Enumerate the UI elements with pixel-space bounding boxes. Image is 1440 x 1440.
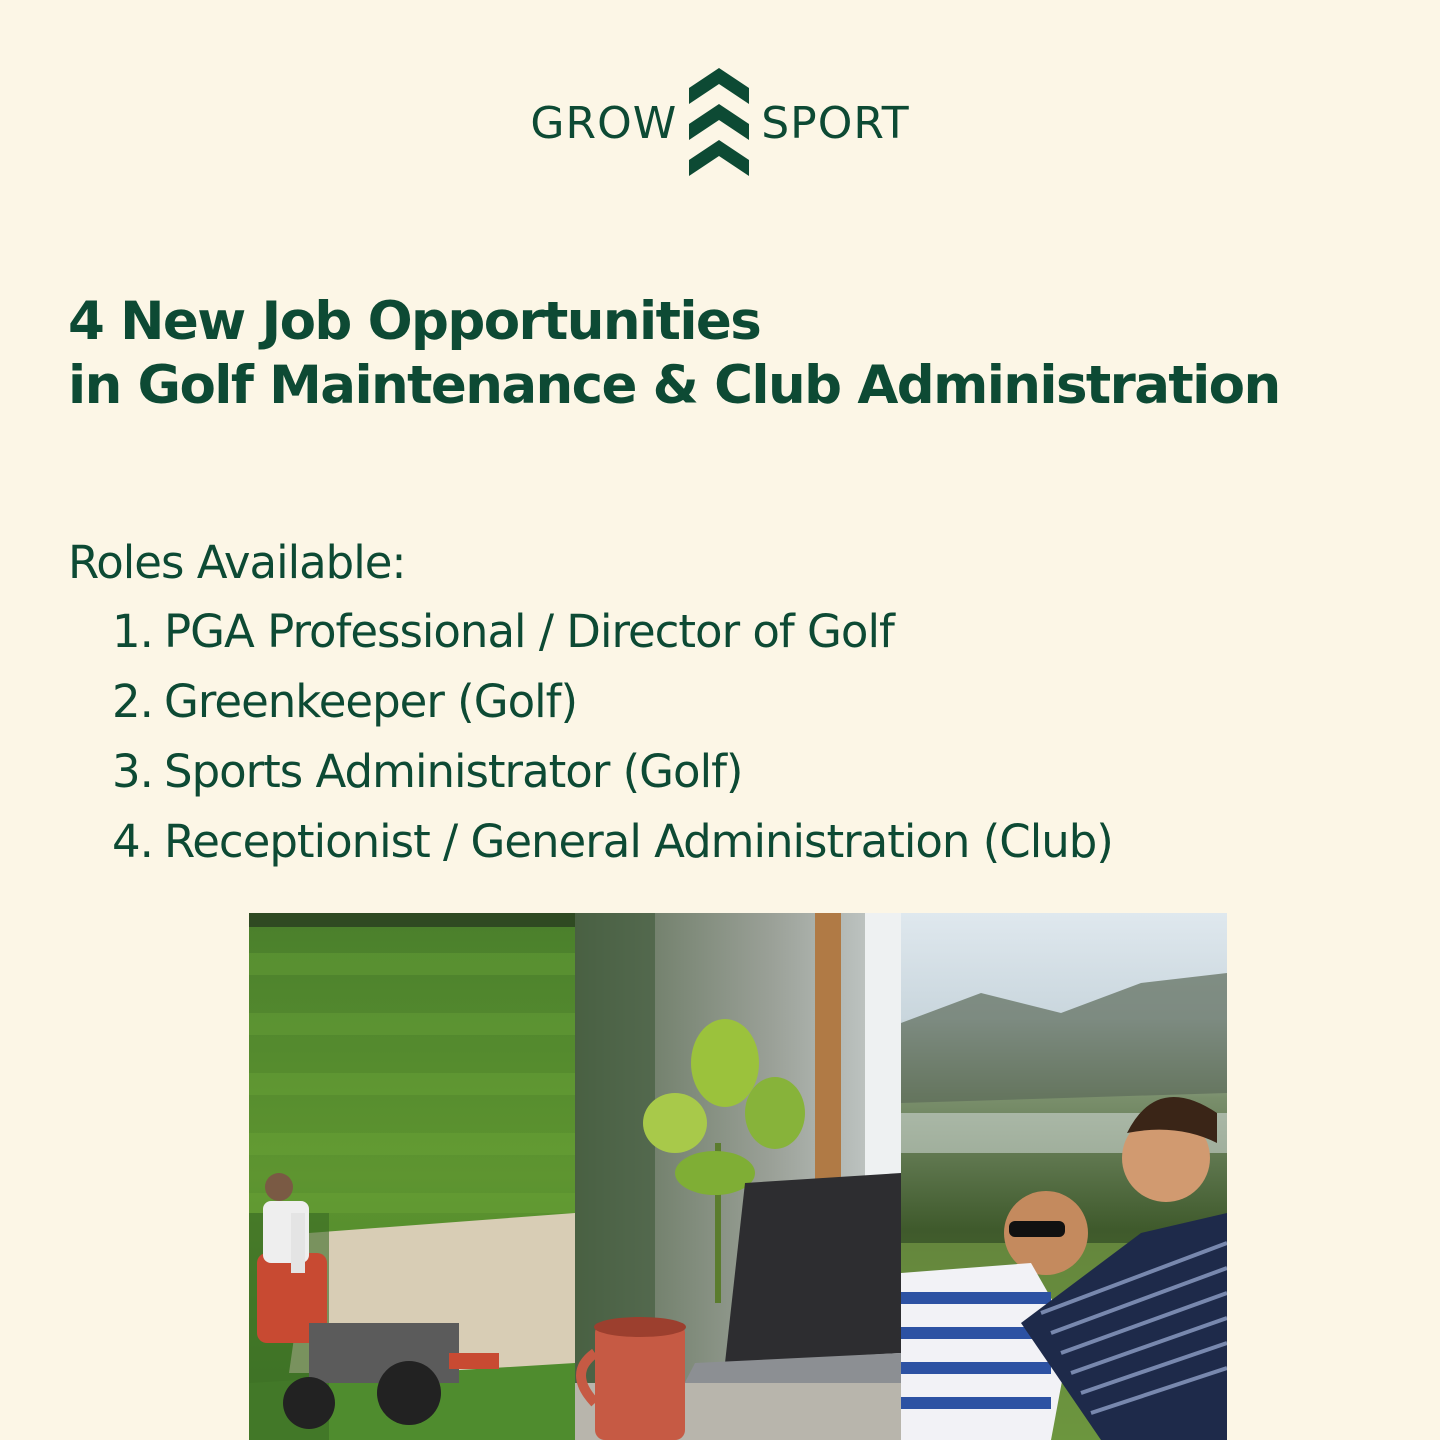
role-label: Sports Administrator (Golf) [164, 745, 743, 798]
roles-list [112, 604, 1113, 884]
role-number: 3. [112, 745, 153, 798]
triple-chevron-up-icon [687, 66, 751, 181]
greenkeeper-mowing-photo [249, 913, 575, 1440]
role-label: Greenkeeper (Golf) [164, 675, 578, 728]
headline-line-2: in Golf Maintenance & Club Administration [68, 355, 1280, 416]
brand-word-right: SPORT [761, 97, 910, 149]
headline [68, 290, 1408, 418]
role-label: PGA Professional / Director of Golf [164, 605, 894, 658]
role-item [112, 744, 1113, 814]
role-label: Receptionist / General Administration (Club) [164, 815, 1113, 868]
role-number: 2. [112, 675, 153, 728]
photo-collage [249, 913, 1227, 1440]
role-number: 4. [112, 815, 153, 868]
headline-line-1: 4 New Job Opportunities [68, 291, 761, 352]
brand-word-left: GROW [530, 97, 678, 149]
brand-logo [0, 66, 1440, 181]
golf-coaching-photo [901, 913, 1227, 1440]
role-item [112, 814, 1113, 884]
role-item [112, 674, 1113, 744]
roles-title: Roles Available: [68, 536, 406, 589]
role-number: 1. [112, 605, 153, 658]
role-item [112, 604, 1113, 674]
office-desk-photo [575, 913, 901, 1440]
